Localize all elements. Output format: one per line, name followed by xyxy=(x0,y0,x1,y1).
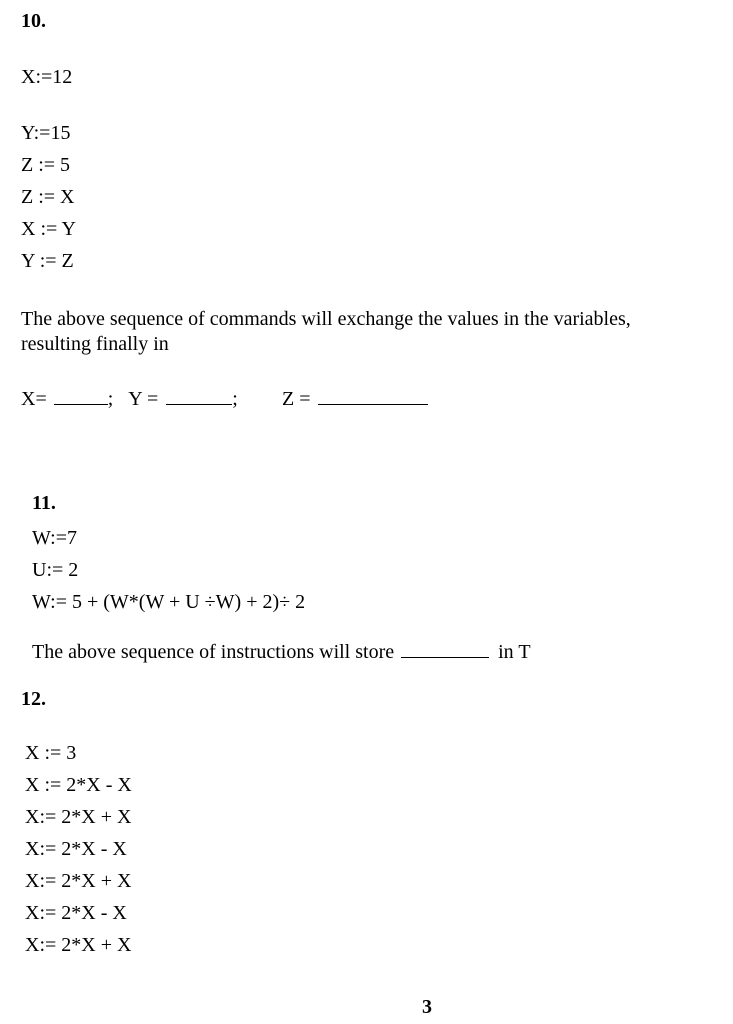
q10-statement-line-2: resulting finally in xyxy=(21,333,169,355)
q10-z-answer xyxy=(282,386,428,410)
q12-code-line: X:= 2*X + X xyxy=(25,806,132,828)
q11-statement-suffix: in T xyxy=(498,641,531,663)
q10-code-line: X:=12 xyxy=(21,66,73,88)
q12-code-line: X := 3 xyxy=(25,742,77,764)
q11-code-line: W:=7 xyxy=(32,527,77,549)
q12-code-line: X:= 2*X + X xyxy=(25,870,132,892)
q10-code-line: Y := Z xyxy=(21,250,74,272)
q10-answer-line xyxy=(21,386,238,410)
t-answer-blank[interactable] xyxy=(401,639,489,658)
q12-code-line: X := 2*X - X xyxy=(25,774,132,796)
q10-statement-line-1: The above sequence of commands will exchange the values in the variables, xyxy=(21,308,631,330)
x-answer-blank[interactable] xyxy=(54,386,108,405)
q10-code-line: Y:=15 xyxy=(21,122,71,144)
z-answer-label: Z = xyxy=(282,388,311,410)
page-number: 3 xyxy=(422,996,432,1018)
question-11-number: 11. xyxy=(32,492,56,514)
q12-code-line: X:= 2*X - X xyxy=(25,902,127,924)
q11-code-line: U:= 2 xyxy=(32,559,79,581)
q10-code-line: Z := 5 xyxy=(21,154,71,176)
y-answer-label: Y = xyxy=(128,388,159,410)
q11-statement-text: The above sequence of instructions will store xyxy=(32,641,395,663)
question-12-number: 12. xyxy=(21,688,46,710)
q12-code-line: X:= 2*X + X xyxy=(25,934,132,956)
q11-code-line: W:= 5 + (W*(W + U ÷W) + 2)÷ 2 xyxy=(32,591,306,613)
answer-separator: ; xyxy=(232,388,238,410)
x-answer-label: X= xyxy=(21,388,47,410)
question-10-number: 10. xyxy=(21,10,46,32)
q10-code-line: X := Y xyxy=(21,218,76,240)
z-answer-blank[interactable] xyxy=(318,386,428,405)
y-answer-blank[interactable] xyxy=(166,386,232,405)
q12-code-line: X:= 2*X - X xyxy=(25,838,127,860)
q10-code-line: Z := X xyxy=(21,186,75,208)
answer-separator: ; xyxy=(107,388,114,410)
q11-statement xyxy=(32,639,531,663)
